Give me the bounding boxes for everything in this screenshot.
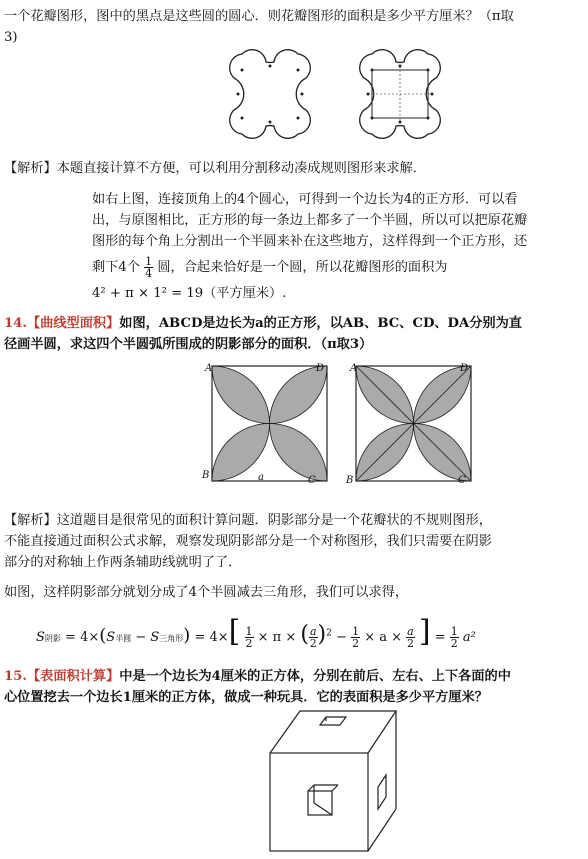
p14-solution-line4: 如图，这样阴影部分就划分成了4个半圆减去三角形，我们可以求得， [4,585,409,600]
p14-tag: 【曲线型面积】 [26,316,120,331]
p15-number: 15. [4,669,27,684]
p14-solution-text: 这道题目是很常见的面积计算问题．阴影部分是一个花瓣状的不规则图形， [56,513,492,528]
p14-solution-line1 [4,510,492,531]
p13-solution-line4b: 圆，合起来恰好是一个圆，所以花瓣图形的面积为 [157,260,448,275]
p14-solution-line2: 不能直接通过面积公式求解，观察发现阴影部分是一个对称图形，我们只需要在阴影 [4,534,492,549]
p13-formula: 4² + π × 1² = 19（平方厘米）. [92,286,287,301]
label-D-left: D [316,363,325,374]
p13-solution-line3: 图形的每个角上分割出一个半圆来补在这些地方，这样得到一个正方形，还 [92,234,528,249]
p14-question-text: 如图，ABCD是边长为a的正方形，以AB、BC、CD、DA分别为直 [119,316,522,331]
p14-solution-line3: 部分的对称轴上作两条辅助线就明了了． [4,555,242,570]
flower-figure-left [220,48,320,140]
label-C-left: C [308,475,316,486]
label-a-left: a [258,472,264,483]
p14-question-line2: 径画半圆，求这四个半圆弧所围成的阴影部分的面积．（π取3） [4,337,373,352]
solution-label: 【解析】 [4,513,57,528]
label-B-left: B [202,470,210,481]
p13-solution-line4a: 剩下4个 [92,260,140,275]
p14-number: 14. [4,316,27,331]
p13-solution-line1: 如右上图，连接顶角上的4个圆心，可得到一个边长为4的正方形．可以看 [92,192,518,207]
p15-question-text: 中是一个边长为4厘米的正方体，分别在前后、左右、上下各面的中 [119,669,511,684]
label-A-left: A [205,363,213,374]
p13-question-line1: 一个花瓣图形，图中的黑点是这些圆的圆心．则花瓣图形的面积是多少平方厘米？（π取 [4,9,514,24]
p13-solution-line2: 出，与原图相比，正方形的每一条边上都多了一个半圆，所以可以把原花瓣 [92,213,528,228]
p13-solution-text: 本题直接计算不方便，可以利用分割移动凑成规则图形来求解． [56,161,426,176]
p13-solution-line4 [92,256,447,279]
p15-question-line1 [4,666,511,687]
p14-area-formula: S阴影 = 4×(S半圆 − S三角形) = 4×[ $\frac{1}{2}$ × π × ( $\frac{a}{2}$ )$^2$ − $\frac{1}{2}$ × a × $\frac{a}{2}$ ] = $\frac{1}{2}$ a² [36,614,476,650]
p13-solution-intro [4,158,426,179]
fraction-one-quarter: $\frac{1}{4}$ [145,255,153,280]
p15-question-line2: 心位置挖去一个边长1厘米的正方体，做成一种玩具．它的表面积是多少平方厘米？ [4,690,488,705]
p13-question-line2: 3) [4,30,18,45]
solution-label: 【解析】 [4,161,57,176]
label-D-right: D [460,363,469,374]
p15-tag: 【表面积计算】 [26,669,120,684]
label-A-right: A [350,363,358,374]
p14-question-line1 [4,313,522,334]
cube-figure [250,705,400,859]
label-B-right: B [346,475,354,486]
label-C-right: C [458,475,466,486]
flower-figure-right [350,48,450,140]
